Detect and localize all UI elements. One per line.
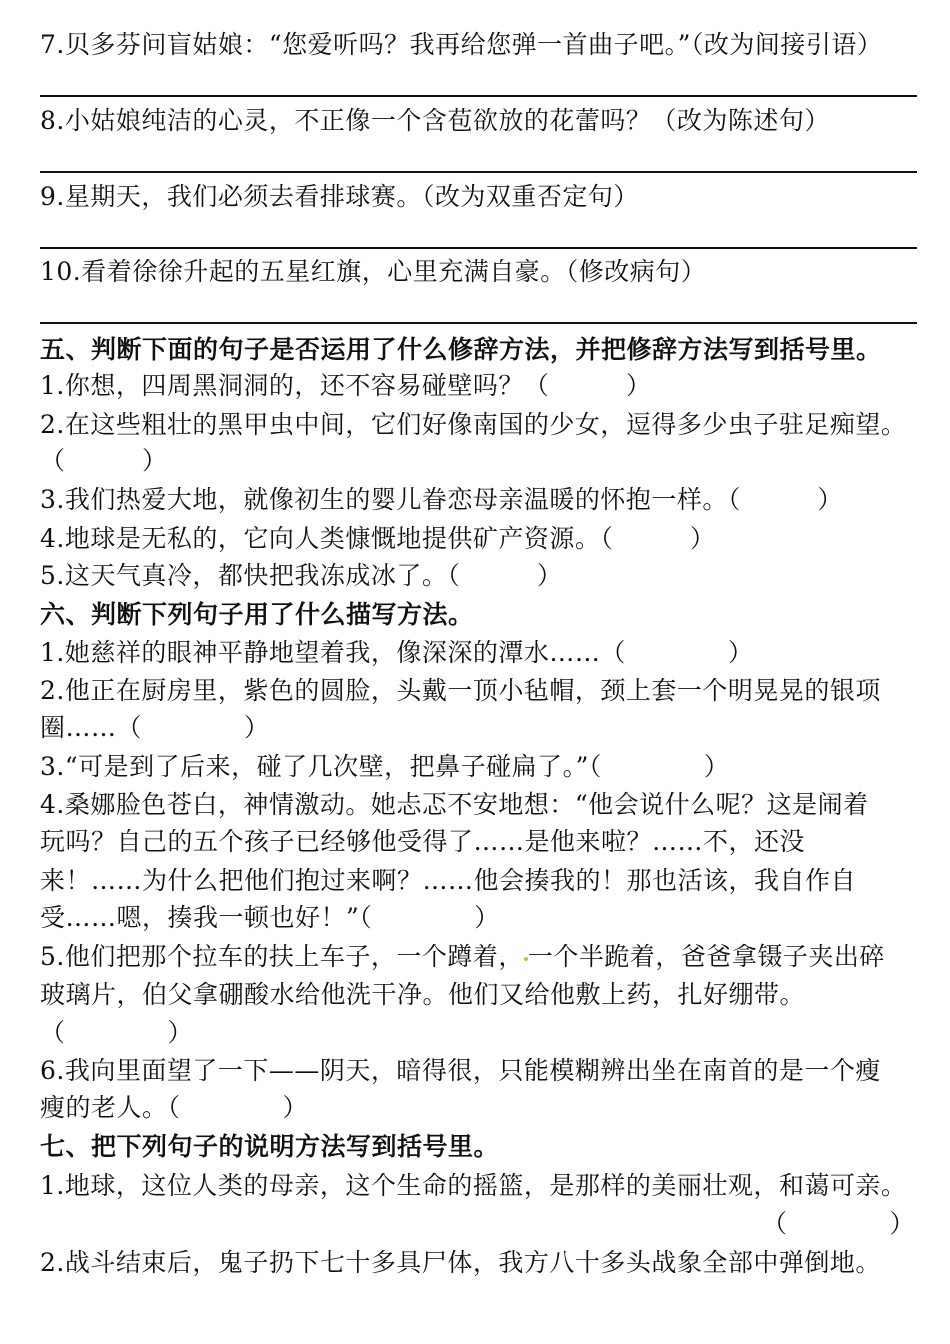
question-7-2: 2.战斗结束后，鬼子扔下七十多具尸体，我方八十多头战象全部中弹倒地。 — [40, 1248, 881, 1277]
question-6-4-line1: 4.桑娜脸色苍白，神情激动。她忐忑不安地想：“他会说什么呢？这是闹着 — [40, 790, 869, 819]
section-6-title: 六、判断下列句子用了什么描写方法。 — [40, 600, 474, 629]
question-6-2-line2: 圈……（ ） — [40, 713, 270, 742]
question-6-6-line2: 瘦的老人。（ ） — [40, 1093, 309, 1122]
question-6-2-line1: 2.他正在厨房里，紫色的圆脸，头戴一顶小毡帽，颈上套一个明晃晃的银项 — [40, 676, 881, 705]
question-6-4-line4: 受……嗯，揍我一顿也好！”（ ） — [40, 903, 500, 932]
question-4-8: 8.小姑娘纯洁的心灵，不正像一个含苞欲放的花蕾吗？（改为陈述句） — [40, 106, 830, 135]
question-5-5: 5.这天气真冷，都快把我冻成冰了。（ ） — [40, 561, 563, 590]
question-6-6-line1: 6.我向里面望了一下——阴天，暗得很，只能模糊辨出坐在南首的是一个瘦 — [40, 1056, 881, 1085]
answer-line-4-10[interactable] — [40, 322, 917, 324]
question-6-5-line2: 玻璃片，伯父拿硼酸水给他洗干净。他们又给他敷上药，扎好绷带。 — [40, 980, 806, 1009]
question-6-3: 3.“可是到了后来，碰了几次壁，把鼻子碰扁了。”（ ） — [40, 752, 730, 781]
answer-line-4-9[interactable] — [40, 247, 917, 249]
question-4-7: 7.贝多芬问盲姑娘：“您爱听吗？我再给您弹一首曲子吧。”（改为间接引语） — [40, 30, 883, 59]
question-4-10: 10.看着徐徐升起的五星红旗，心里充满自豪。（修改病句） — [40, 257, 707, 286]
answer-line-4-8[interactable] — [40, 171, 917, 173]
question-6-5-answer[interactable]: （ ） — [40, 1018, 194, 1047]
question-6-1: 1.她慈祥的眼神平静地望着我，像深深的潭水……（ ） — [40, 638, 754, 667]
question-5-2-answer[interactable]: （ ） — [40, 446, 168, 475]
question-6-5-line1 — [40, 939, 930, 975]
question-5-3: 3.我们热爱大地，就像初生的婴儿眷恋母亲温暖的怀抱一样。（ ） — [40, 485, 843, 514]
section-5-title: 五、判断下面的句子是否运用了什么修辞方法，并把修辞方法写到括号里。 — [40, 335, 882, 364]
question-5-1: 1.你想，四周黑洞洞的，还不容易碰壁吗？（ ） — [40, 371, 652, 400]
answer-line-4-7[interactable] — [40, 95, 917, 97]
question-5-4: 4.地球是无私的，它向人类慷慨地提供矿产资源。（ ） — [40, 524, 716, 553]
question-6-5-line1-part2: 一个半跪着，爸爸拿镊子夹出碎 — [527, 942, 885, 971]
question-6-4-line3: 来！……为什么把他们抱过来啊？……他会揍我的！那也活该，我自作自 — [40, 866, 857, 895]
question-6-4-line2: 玩吗？自己的五个孩子已经够他受得了……是他来啦？……不，还没 — [40, 827, 806, 856]
section-7-title: 七、把下列句子的说明方法写到括号里。 — [40, 1132, 500, 1161]
question-5-2-line1: 2.在这些粗壮的黑甲虫中间，它们好像南国的少女，逗得多少虫子驻足痴望。 — [40, 410, 907, 439]
question-7-1-answer[interactable]: （ ） — [761, 1209, 915, 1238]
question-6-5-line1-part1: 5.他们把那个拉车的扶上车子，一个蹲着， — [40, 942, 524, 971]
question-4-9: 9.星期天，我们必须去看排球赛。（改为双重否定句） — [40, 182, 639, 211]
question-7-1: 1.地球，这位人类的母亲，这个生命的摇篮，是那样的美丽壮观，和蔼可亲。 — [40, 1171, 907, 1200]
